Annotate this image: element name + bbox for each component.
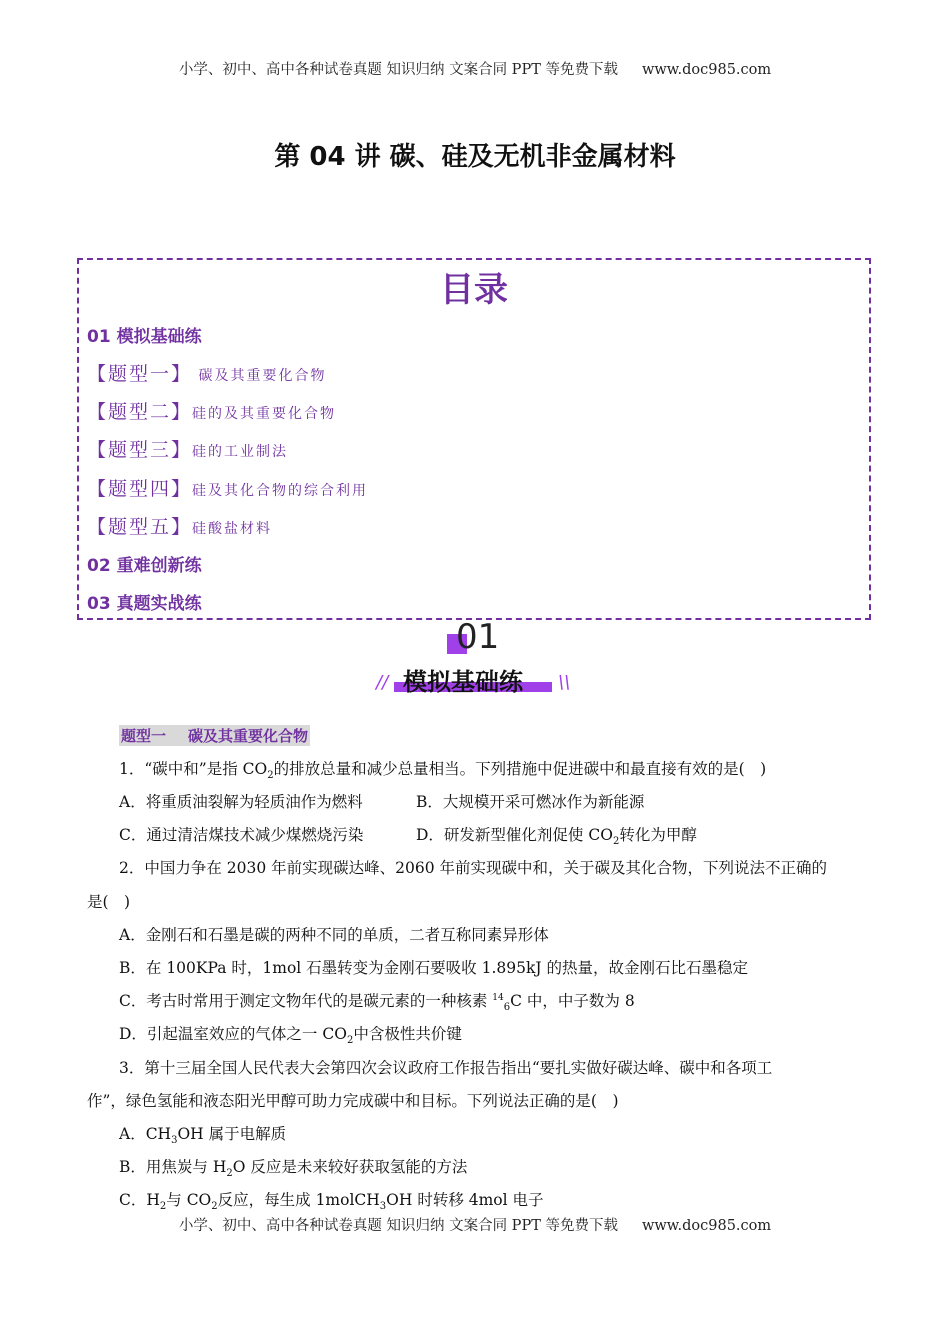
question-2-line2: 是( ) bbox=[87, 893, 131, 911]
toc-label: 硅的工业制法 bbox=[192, 444, 289, 460]
slash-decoration-left: // bbox=[376, 672, 389, 693]
toc-bracket: 【题型二】 bbox=[87, 401, 193, 423]
q2-option-a[interactable]: A．金刚石和石墨是碳的两种不同的单质，二者互称同素异形体 bbox=[119, 926, 549, 944]
q3-option-c[interactable]: C．$H_2$与 $CO_2$反应，每生成 1molCH$_3$OH 时转移 4mol 电子 bbox=[119, 1191, 544, 1213]
q2-option-d[interactable]: D．引起温室效应的气体之一 $CO_2$中含极性共价键 bbox=[119, 1025, 462, 1047]
toc-bracket: 【题型四】 bbox=[87, 478, 193, 500]
toc-item[interactable]: 02 重难创新练 bbox=[87, 556, 202, 576]
toc-bracket: 【题型三】 bbox=[87, 439, 193, 461]
q1-option-b[interactable]: B．大规模开采可燃冰作为新能源 bbox=[416, 793, 645, 811]
type-name: 碳及其重要化合物 bbox=[188, 727, 309, 745]
toc-item[interactable]: 01 模拟基础练 bbox=[87, 327, 202, 347]
q2-option-c[interactable]: C．考古时常用于测定文物年代的是碳元素的一种核素 $^{14}_6$C 中，中子数为 8 bbox=[119, 992, 635, 1014]
footer-url[interactable]: www.doc985.com bbox=[641, 1218, 772, 1234]
header-url[interactable]: www.doc985.com bbox=[641, 62, 772, 78]
question-3-line2: 作”，绿色氢能和液态阳光甲醇可助力完成碳中和目标。下列说法正确的是( ) bbox=[87, 1092, 619, 1110]
type-heading bbox=[119, 725, 310, 746]
toc-label: 硅及其化合物的综合利用 bbox=[192, 483, 369, 499]
toc-bracket: 【题型一】 bbox=[87, 363, 193, 385]
page-footer bbox=[0, 1214, 950, 1235]
q3-option-b[interactable]: B．用焦炭与 $H_2O$ 反应是未来较好获取氢能的方法 bbox=[119, 1158, 468, 1180]
q1-option-c[interactable]: C．通过清洁煤技术减少煤燃烧污染 bbox=[119, 826, 364, 844]
question-2-line1: 2．中国力争在 2030 年前实现碳达峰、2060 年前实现碳中和，关于碳及其化合物，下列说法不正确的 bbox=[119, 859, 828, 877]
toc-item[interactable] bbox=[87, 359, 326, 386]
toc-item[interactable] bbox=[87, 474, 368, 501]
q1-option-d[interactable]: D．研发新型催化剂促使 $CO_2$转化为甲醇 bbox=[416, 826, 697, 848]
toc-item[interactable] bbox=[87, 435, 288, 462]
toc-item[interactable] bbox=[87, 397, 336, 424]
type-tag: 题型一 bbox=[121, 727, 167, 745]
section-title: 模拟基础练 bbox=[403, 668, 523, 696]
question-3-line1: 3．第十三届全国人民代表大会第四次会议政府工作报告指出“要扎实做好碳达峰、碳中和各项工 bbox=[119, 1059, 773, 1077]
toc-bracket: 【题型五】 bbox=[87, 516, 193, 538]
slash-decoration-right: \\ bbox=[558, 672, 571, 693]
page-header bbox=[0, 58, 950, 79]
section-number: 01 bbox=[456, 617, 500, 657]
footer-text: 小学、初中、高中各种试卷真题 知识归纳 文案合同 PPT 等免费下载 bbox=[178, 1218, 618, 1234]
toc-item[interactable] bbox=[87, 512, 272, 539]
table-of-contents bbox=[77, 258, 871, 620]
q1-option-a[interactable]: A．将重质油裂解为轻质油作为燃料 bbox=[119, 793, 363, 811]
header-text: 小学、初中、高中各种试卷真题 知识归纳 文案合同 PPT 等免费下载 bbox=[178, 62, 618, 78]
question-1: 1．“碳中和”是指 $CO_2$的排放总量和减少总量相当。下列措施中促进碳中和最直接有效的是( ) bbox=[119, 760, 767, 782]
q2-option-b[interactable]: B．在 100KPa 时，1mol 石墨转变为金刚石要吸收 1.895kJ 的热量，故金刚石比石墨稳定 bbox=[119, 959, 748, 977]
q3-option-a[interactable]: A．$CH_3OH$ 属于电解质 bbox=[119, 1125, 287, 1147]
toc-item[interactable]: 03 真题实战练 bbox=[87, 594, 202, 614]
toc-label: 硅的及其重要化合物 bbox=[192, 406, 337, 422]
toc-label: 碳及其重要化合物 bbox=[192, 368, 327, 384]
toc-title: 目录 bbox=[440, 270, 508, 310]
page-title: 第 04 讲 碳、硅及无机非金属材料 bbox=[274, 142, 676, 172]
toc-label: 硅酸盐材料 bbox=[192, 521, 273, 537]
